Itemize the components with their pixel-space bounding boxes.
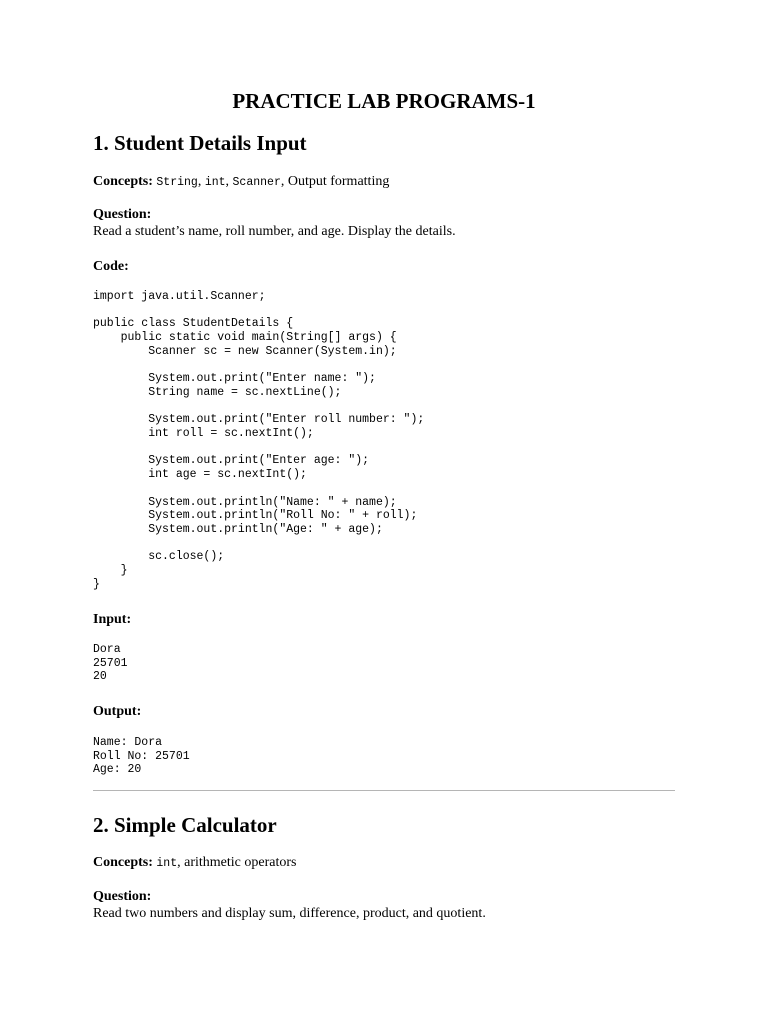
- question-text: Read a student’s name, roll number, and age. Display the details.: [93, 224, 456, 239]
- question-text: Read two numbers and display sum, difference, product, and quotient.: [93, 906, 486, 921]
- section-1-concepts: [93, 173, 389, 191]
- concept-code-scanner: Scanner: [232, 176, 281, 189]
- output-label: Output:: [93, 704, 142, 719]
- concept-code-int: int: [156, 857, 178, 870]
- concept-code-int: int: [204, 176, 226, 189]
- input-label: Input:: [93, 612, 132, 627]
- input-block: Dora 25701 20: [93, 643, 128, 684]
- question-label: Question:: [93, 207, 152, 222]
- code-label: Code:: [93, 259, 129, 274]
- concepts-label: Concepts:: [93, 855, 153, 870]
- concepts-label: Concepts:: [93, 174, 153, 189]
- concept-separator: ,: [225, 174, 233, 189]
- section-2-concepts: [93, 854, 296, 872]
- concepts-rest: , arithmetic operators: [177, 855, 297, 870]
- section-2-heading: 2. Simple Calculator: [93, 813, 277, 837]
- section-1-heading: 1. Student Details Input: [93, 131, 307, 155]
- concept-code-string: String: [156, 176, 198, 189]
- code-block: import java.util.Scanner; public class StudentDetails { public static void main(String[] args) { Scanner sc = new Scanner(System.in); System.out.print("Enter name: "); String name = sc.nextLine(); System.out.print("Enter roll number: "); int roll = sc.nextInt(); System.out.print("Enter age: "); int age = sc.nextInt(); System.out.println("Name: " + name); System.out.println("Roll No: " + roll); System.out.println("Age: " + age); sc.close(); } }: [93, 290, 425, 591]
- concept-separator: ,: [197, 174, 205, 189]
- concepts-rest: , Output formatting: [280, 174, 390, 189]
- section-divider: [93, 790, 675, 791]
- question-label: Question:: [93, 889, 152, 904]
- output-block: Name: Dora Roll No: 25701 Age: 20: [93, 736, 190, 777]
- document-title: PRACTICE LAB PROGRAMS-1: [232, 89, 536, 113]
